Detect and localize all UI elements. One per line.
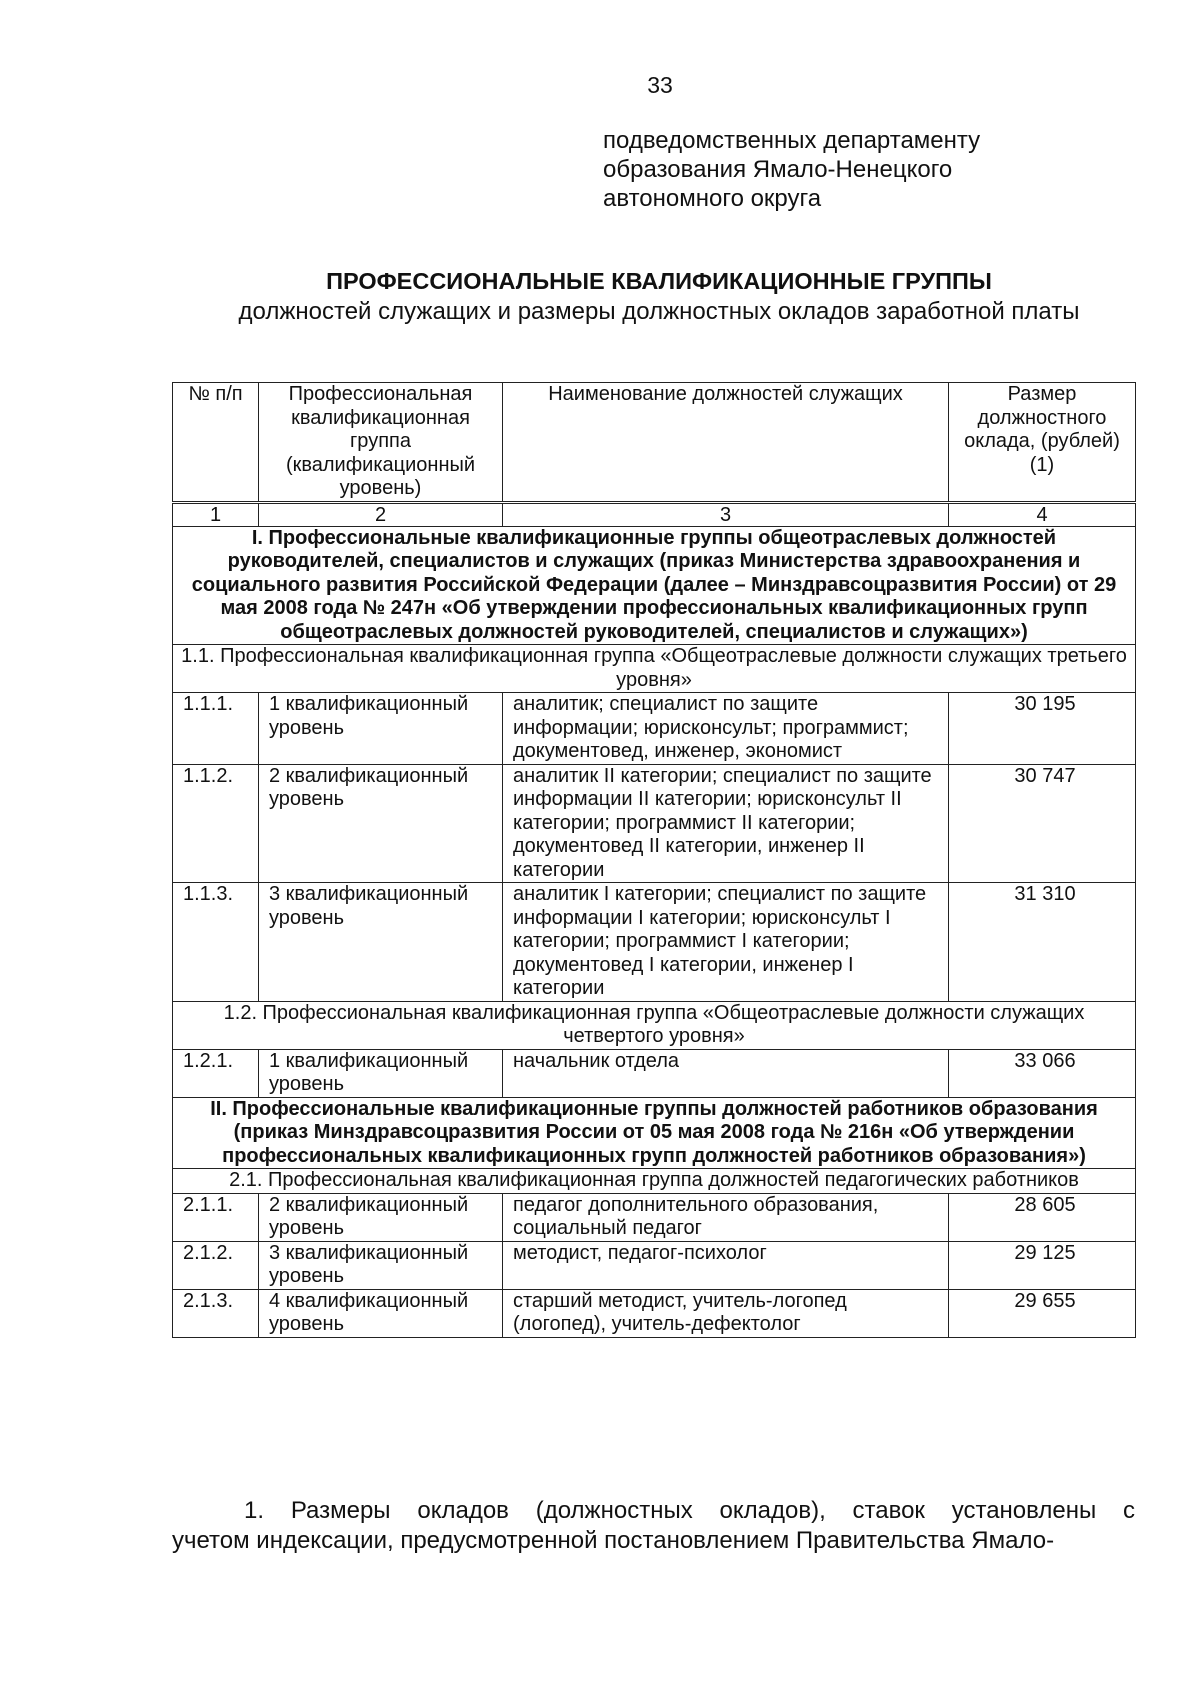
header-group: Профессиональная квалификационная группа (квалификационный уровень)	[259, 383, 503, 503]
column-number: 1	[173, 502, 259, 526]
subsection-title: 1.2. Профессиональная квалификационная группа «Общеотраслевые должности служащих четвертого уровня»	[173, 1001, 1136, 1049]
footnote-line: учетом индексации, предусмотренной постановлением Правительства Ямало-	[172, 1527, 1055, 1554]
row-level: 2 квалификационный уровень	[259, 764, 503, 883]
row-salary: 29 125	[949, 1241, 1136, 1289]
header-salary: Размер должностного оклада, (рублей) (1)	[949, 383, 1136, 503]
row-number: 2.1.3.	[173, 1289, 259, 1337]
row-level: 1 квалификационный уровень	[259, 693, 503, 765]
row-level: 1 квалификационный уровень	[259, 1049, 503, 1097]
column-number: 2	[259, 502, 503, 526]
row-positions: аналитик I категории; специалист по защите информации I категории; юрисконсульт I категории; программист I категории; документовед I категории, инженер I категории	[503, 883, 949, 1002]
row-positions: педагог дополнительного образования, социальный педагог	[503, 1193, 949, 1241]
row-positions: аналитик II категории; специалист по защите информации II категории; юрисконсульт II категории; программист II категории; документовед II категории, инженер II категории	[503, 764, 949, 883]
row-number: 1.2.1.	[173, 1049, 259, 1097]
row-level: 4 квалификационный уровень	[259, 1289, 503, 1337]
subsection-row	[173, 645, 1136, 693]
footnote	[172, 1496, 1135, 1556]
table-header-row	[173, 383, 1136, 503]
row-number: 1.1.3.	[173, 883, 259, 1002]
header-line: автономного округа	[603, 185, 822, 212]
section-row	[173, 1097, 1136, 1169]
section-title: II. Профессиональные квалификационные группы должностей работников образования (приказ Минздравсоцразвития России от 05 мая 2008 года № 216н «Об утверждении профессиональных квалификационных групп должностей работников образования»)	[173, 1097, 1136, 1169]
header-line: подведомственных департаменту	[603, 127, 981, 154]
row-level: 2 квалификационный уровень	[259, 1193, 503, 1241]
row-salary: 30 747	[949, 764, 1136, 883]
header-line: образования Ямало-Ненецкого	[603, 156, 953, 183]
row-number: 1.1.2.	[173, 764, 259, 883]
subsection-row	[173, 1001, 1136, 1049]
header-block	[603, 126, 980, 213]
column-number-row	[173, 502, 1136, 526]
table-row	[173, 1049, 1136, 1097]
table-row	[173, 764, 1136, 883]
row-number: 1.1.1.	[173, 693, 259, 765]
table-row	[173, 693, 1136, 765]
subsection-title: 1.1. Профессиональная квалификационная группа «Общеотраслевые должности служащих третьего уровня»	[173, 645, 1136, 693]
table-row	[173, 1241, 1136, 1289]
row-positions: методист, педагог-психолог	[503, 1241, 949, 1289]
row-salary: 29 655	[949, 1289, 1136, 1337]
row-number: 2.1.2.	[173, 1241, 259, 1289]
table-row	[173, 1193, 1136, 1241]
table-row	[173, 1289, 1136, 1337]
column-number: 4	[949, 502, 1136, 526]
document-subtitle: должностей служащих и размеры должностных окладов заработной платы	[238, 298, 1080, 325]
qualification-groups-table	[172, 382, 1136, 1338]
row-positions: аналитик; специалист по защите информации; юрисконсульт; программист; документовед, инженер, экономист	[503, 693, 949, 765]
row-salary: 30 195	[949, 693, 1136, 765]
column-number: 3	[503, 502, 949, 526]
page-number: 33	[647, 72, 673, 98]
row-level: 3 квалификационный уровень	[259, 1241, 503, 1289]
row-number: 2.1.1.	[173, 1193, 259, 1241]
header-no: № п/п	[173, 383, 259, 503]
section-title: I. Профессиональные квалификационные группы общеотраслевых должностей руководителей, специалистов и служащих (приказ Министерства здравоохранения и социального развития Российской Федерации (далее – Минздравсоцразвития России) от 29 мая 2008 года № 247н «Об утверждении профессиональных квалификационных групп общеотраслевых должностей руководителей, специалистов и служащих»)	[173, 526, 1136, 645]
header-positions: Наименование должностей служащих	[503, 383, 949, 503]
row-salary: 28 605	[949, 1193, 1136, 1241]
subsection-row	[173, 1169, 1136, 1194]
row-salary: 31 310	[949, 883, 1136, 1002]
row-positions: начальник отдела	[503, 1049, 949, 1097]
row-salary: 33 066	[949, 1049, 1136, 1097]
row-level: 3 квалификационный уровень	[259, 883, 503, 1002]
document-title: ПРОФЕССИОНАЛЬНЫЕ КВАЛИФИКАЦИОННЫЕ ГРУППЫ	[326, 268, 992, 294]
footnote-line: 1. Размеры окладов (должностных окладов), ставок установлены с	[244, 1497, 1135, 1524]
subsection-title: 2.1. Профессиональная квалификационная группа должностей педагогических работников	[173, 1169, 1136, 1194]
row-positions: старший методист, учитель-логопед (логопед), учитель-дефектолог	[503, 1289, 949, 1337]
table-row	[173, 883, 1136, 1002]
section-row	[173, 526, 1136, 645]
